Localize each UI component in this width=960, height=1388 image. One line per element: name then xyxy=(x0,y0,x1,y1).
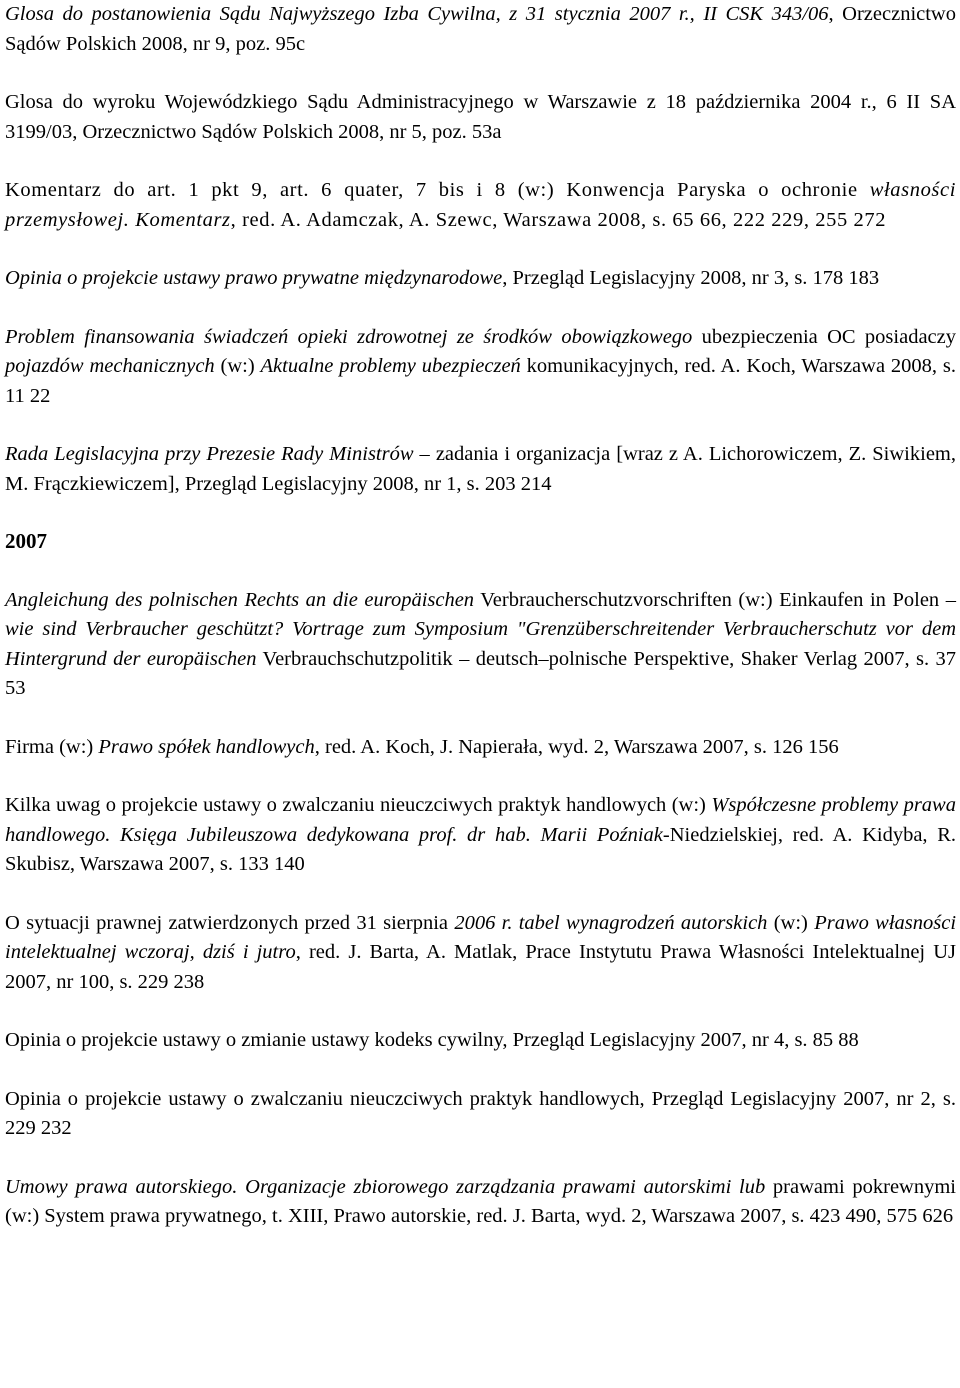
bibliography-entry xyxy=(5,88,956,147)
entry-details: prawami pokrewnymi (w:) System prawa prywatnego, t. XIII, Prawo autorskie, red. J. Barta, wyd. 2, Warszawa 2007, s. 423 490, 575 626 xyxy=(5,1175,957,1227)
entry-title: Umowy prawa autorskiego. Organizacje zbiorowego zarządzania prawami autorskimi lub xyxy=(5,1175,766,1198)
entry-title: Opinia o projekcie ustawy prawo prywatne międzynarodowe xyxy=(5,267,503,289)
bibliography-entry xyxy=(5,791,956,880)
entry-title: Angleichung des polnischen Rechts an die europäischen xyxy=(5,588,475,611)
entry-title: Aktualne problemy ubezpieczeń xyxy=(260,355,521,377)
entry-title: Prawo własności intelektualnej wczoraj, dziś i jutro xyxy=(5,911,957,963)
entry-details: (w:) xyxy=(214,355,261,377)
bibliography-entry xyxy=(5,586,956,704)
bibliography-entry xyxy=(5,0,956,59)
entry-title: Współczesne problemy prawa handlowego. Księga Jubileuszowa dedykowana prof. dr hab. Marii Poźniak xyxy=(5,794,956,846)
entry-title: 2006 r. tabel wynagrodzeń autorskich xyxy=(454,911,768,934)
entry-details: Glosa do wyroku Wojewódzkiego Sądu Administracyjnego w Warszawie z 18 października 2004 r., 6 II SA 3199/03, Orzecznictwo Sądów Polskich 2008, nr 5, poz. 53a xyxy=(5,91,956,143)
entry-details: , Orzecznictwo Sądów Polskich 2008, nr 9, poz. 95c xyxy=(5,3,956,55)
entry-details: ubezpieczenia OC posiadaczy xyxy=(701,325,956,348)
entry-title: Problem finansowania świadczeń opieki zdrowotnej ze środków obowiązkowego xyxy=(5,325,702,348)
bibliography-entry xyxy=(5,1173,956,1232)
entry-details: Verbrauchschutzpolitik – deutsch–polnische Perspektive, Shaker Verlag 2007, s. 37 53 xyxy=(5,647,956,699)
entry-details: O sytuacji prawnej zatwierdzonych przed 31 sierpnia xyxy=(5,911,455,934)
entry-details: , red. J. Barta, A. Matlak, Prace Instytutu Prawa Własności Intelektualnej UJ 2007, nr 100, s. 229 238 xyxy=(5,941,956,993)
entry-details: – zadania i organizacja [wraz z A. Lichorowiczem, Z. Siwikiem, M. Frączkiewiczem], Przegląd Legislacyjny 2008, nr 1, s. 203 214 xyxy=(5,443,956,495)
entry-title: Glosa do postanowienia Sądu Najwyższego Izba Cywilna, z 31 stycznia 2007 r., II CSK 343/06 xyxy=(5,3,829,25)
entry-details: (w:) xyxy=(767,911,815,934)
bibliography-entry xyxy=(5,176,956,235)
entry-title: wie sind Verbraucher geschützt? Vortrage zum Symposium "Grenzüberschreitender Verbraucherschutz vor dem Hintergrund der europäischen xyxy=(5,618,956,670)
entry-details: , red. A. Adamczak, A. Szewc, Warszawa 2008, s. 65 66, 222 229, 255 272 xyxy=(230,208,887,231)
entry-details: Komentarz do art. 1 pkt 9, art. 6 quater, 7 bis i 8 (w:) Konwencja Paryska o ochronie xyxy=(5,179,870,201)
entry-details: Opinia o projekcie ustawy o zmianie ustawy kodeks cywilny, Przegląd Legislacyjny 2007, nr 4, s. 85 88 xyxy=(5,1029,859,1051)
entry-title: Rada Legislacyjna przy Prezesie Rady Ministrów xyxy=(5,443,414,465)
bibliography-entry xyxy=(5,323,956,412)
entry-title: własności przemysłowej. Komentarz xyxy=(5,179,956,231)
entry-details: -Niedzielskiej, red. A. Kidyba, R. Skubisz, Warszawa 2007, s. 133 140 xyxy=(5,823,957,875)
entry-details: , Przegląd Legislacyjny 2008, nr 3, s. 178 183 xyxy=(502,267,880,289)
entry-details: Verbraucherschutzvorschriften (w:) Einkaufen in Polen – xyxy=(474,588,956,611)
bibliography-entry xyxy=(5,264,956,294)
bibliography-entry xyxy=(5,1085,956,1144)
entry-details: komunikacyjnych, red. A. Koch, Warszawa 2008, s. 11 22 xyxy=(5,355,956,407)
entry-details: Opinia o projekcie ustawy o zwalczaniu nieuczciwych praktyk handlowych, Przegląd Legislacyjny 2007, nr 2, s. 229 232 xyxy=(5,1087,956,1139)
entry-details: , red. A. Koch, J. Napierała, wyd. 2, Warszawa 2007, s. 126 156 xyxy=(314,735,839,758)
entry-title: pojazdów mechanicznych xyxy=(5,355,215,377)
year-heading: 2007 xyxy=(5,529,47,553)
bibliography-entry xyxy=(5,733,956,763)
bibliography-entry xyxy=(5,909,956,998)
bibliography-entry xyxy=(5,1026,956,1056)
entry-details: Kilka uwag o projekcie ustawy o zwalczaniu nieuczciwych praktyk handlowych (w:) xyxy=(5,794,712,816)
entry-details: Firma (w:) xyxy=(5,735,99,758)
bibliography-entry xyxy=(5,440,956,499)
entry-title: Prawo spółek handlowych xyxy=(98,735,315,758)
